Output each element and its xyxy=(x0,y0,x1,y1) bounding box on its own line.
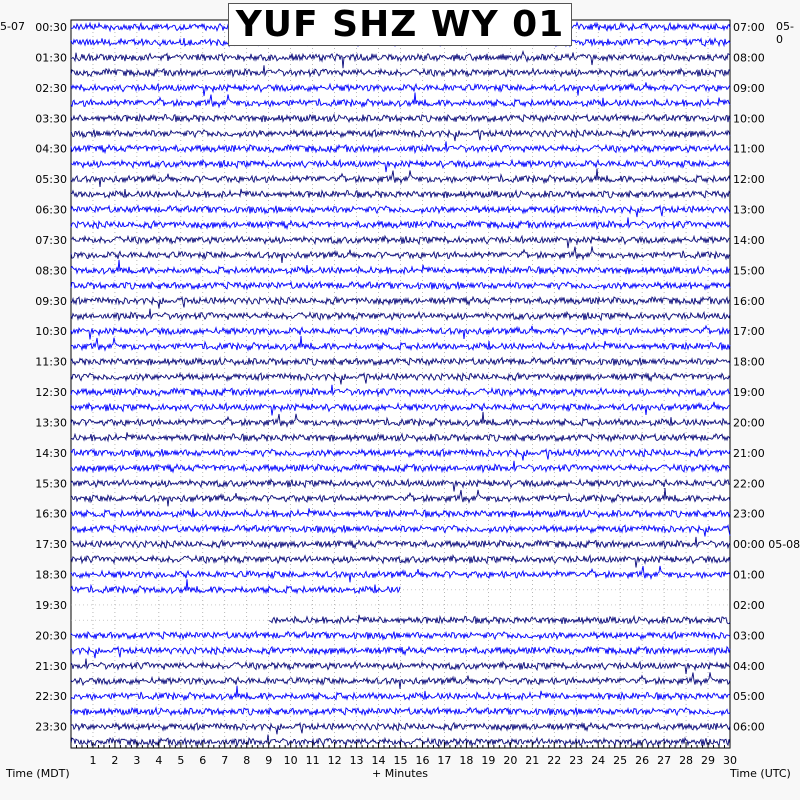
x-tick-label: 24 xyxy=(591,754,606,767)
right-time-label: 11:00 xyxy=(733,142,765,156)
right-time-label: 16:00 xyxy=(733,294,765,308)
left-time-label: 03:30 xyxy=(35,112,67,126)
left-time-label: 20:30 xyxy=(35,629,67,643)
right-time-label: 01:00 xyxy=(733,568,765,582)
x-tick-label: 3 xyxy=(133,754,141,767)
right-time-label: 03:00 xyxy=(733,629,765,643)
x-tick-label: 15 xyxy=(393,754,408,767)
right-time-label: 23:00 xyxy=(733,507,765,521)
right-time-label: 04:00 xyxy=(733,659,765,673)
right-time-label: 13:00 xyxy=(733,203,765,217)
left-time-label: 07:30 xyxy=(35,233,67,247)
left-time-label: 04:30 xyxy=(35,142,67,156)
x-tick-label: 29 xyxy=(701,754,716,767)
x-tick-label: 20 xyxy=(503,754,518,767)
start-date-right: 05-0 xyxy=(776,20,794,46)
right-time-label: 07:00 xyxy=(733,21,765,34)
right-time-label: 09:00 xyxy=(733,81,765,95)
left-time-labels xyxy=(35,21,67,734)
left-time-label: 22:30 xyxy=(35,690,67,704)
x-tick-label: 25 xyxy=(613,754,628,767)
x-tick-label: 22 xyxy=(547,754,562,767)
left-time-label: 08:30 xyxy=(35,264,67,278)
left-time-label: 06:30 xyxy=(35,203,67,217)
left-axis-label: Time (MDT) xyxy=(6,767,70,780)
x-tick-label: 17 xyxy=(437,754,452,767)
right-time-label: 06:00 xyxy=(733,720,765,734)
x-tick-labels xyxy=(89,754,737,767)
left-time-label: 17:30 xyxy=(35,538,67,552)
x-tick-label: 28 xyxy=(679,754,694,767)
x-tick-label: 26 xyxy=(635,754,650,767)
x-tick-label: 8 xyxy=(243,754,251,767)
left-time-label: 01:30 xyxy=(35,51,67,65)
right-time-label: 05:00 xyxy=(733,690,765,704)
left-time-label: 15:30 xyxy=(35,477,67,491)
left-time-label: 00:30 xyxy=(35,21,67,34)
left-time-label: 18:30 xyxy=(35,568,67,582)
right-time-label: 19:00 xyxy=(733,386,765,400)
right-time-label: 08:00 xyxy=(733,51,765,65)
right-time-label: 02:00 xyxy=(733,598,765,612)
left-time-label: 02:30 xyxy=(35,81,67,95)
left-time-label: 09:30 xyxy=(35,294,67,308)
x-tick-label: 9 xyxy=(265,754,273,767)
x-tick-label: 14 xyxy=(371,754,386,767)
left-time-label: 05:30 xyxy=(35,173,67,187)
left-time-label: 14:30 xyxy=(35,446,67,460)
left-time-label: 23:30 xyxy=(35,720,67,734)
right-time-labels xyxy=(733,21,800,734)
left-time-label: 21:30 xyxy=(35,659,67,673)
x-tick-label: 10 xyxy=(283,754,298,767)
x-axis-label: + Minutes xyxy=(371,767,429,780)
right-time-label: 22:00 xyxy=(733,477,765,491)
left-time-label: 12:30 xyxy=(35,386,67,400)
x-tick-label: 16 xyxy=(415,754,430,767)
x-tick-label: 19 xyxy=(481,754,496,767)
x-tick-label: 6 xyxy=(199,754,207,767)
right-time-label: 10:00 xyxy=(733,112,765,126)
right-time-label: 21:00 xyxy=(733,446,765,460)
right-time-label: 12:00 xyxy=(733,173,765,187)
right-time-label: 18:00 xyxy=(733,355,765,369)
x-tick-label: 7 xyxy=(221,754,229,767)
left-time-label: 16:30 xyxy=(35,507,67,521)
x-tick-label: 30 xyxy=(723,754,737,767)
right-time-label: 20:00 xyxy=(733,416,765,430)
x-tick-label: 1 xyxy=(89,754,97,767)
left-time-label: 13:30 xyxy=(35,416,67,430)
right-axis-label: Time (UTC) xyxy=(730,767,791,780)
start-date-left: 5-07 xyxy=(0,20,25,33)
right-time-label: 14:00 xyxy=(733,233,765,247)
x-tick-label: 21 xyxy=(525,754,540,767)
chart-title: YUF SHZ WY 01 xyxy=(228,3,572,46)
x-tick-label: 23 xyxy=(569,754,584,767)
x-tick-label: 5 xyxy=(177,754,185,767)
left-time-label: 19:30 xyxy=(35,598,67,612)
x-tick-label: 18 xyxy=(459,754,474,767)
right-time-label: 15:00 xyxy=(733,264,765,278)
x-tick-label: 4 xyxy=(155,754,163,767)
x-tick-label: 12 xyxy=(327,754,342,767)
x-tick-label: 11 xyxy=(305,754,320,767)
left-time-label: 11:30 xyxy=(35,355,67,369)
left-time-label: 10:30 xyxy=(35,325,67,339)
x-tick-label: 13 xyxy=(349,754,364,767)
x-tick-label: 27 xyxy=(657,754,672,767)
right-time-label: 17:00 xyxy=(733,325,765,339)
right-time-label: 00:00 05-08 xyxy=(733,538,800,552)
x-tick-label: 2 xyxy=(111,754,119,767)
